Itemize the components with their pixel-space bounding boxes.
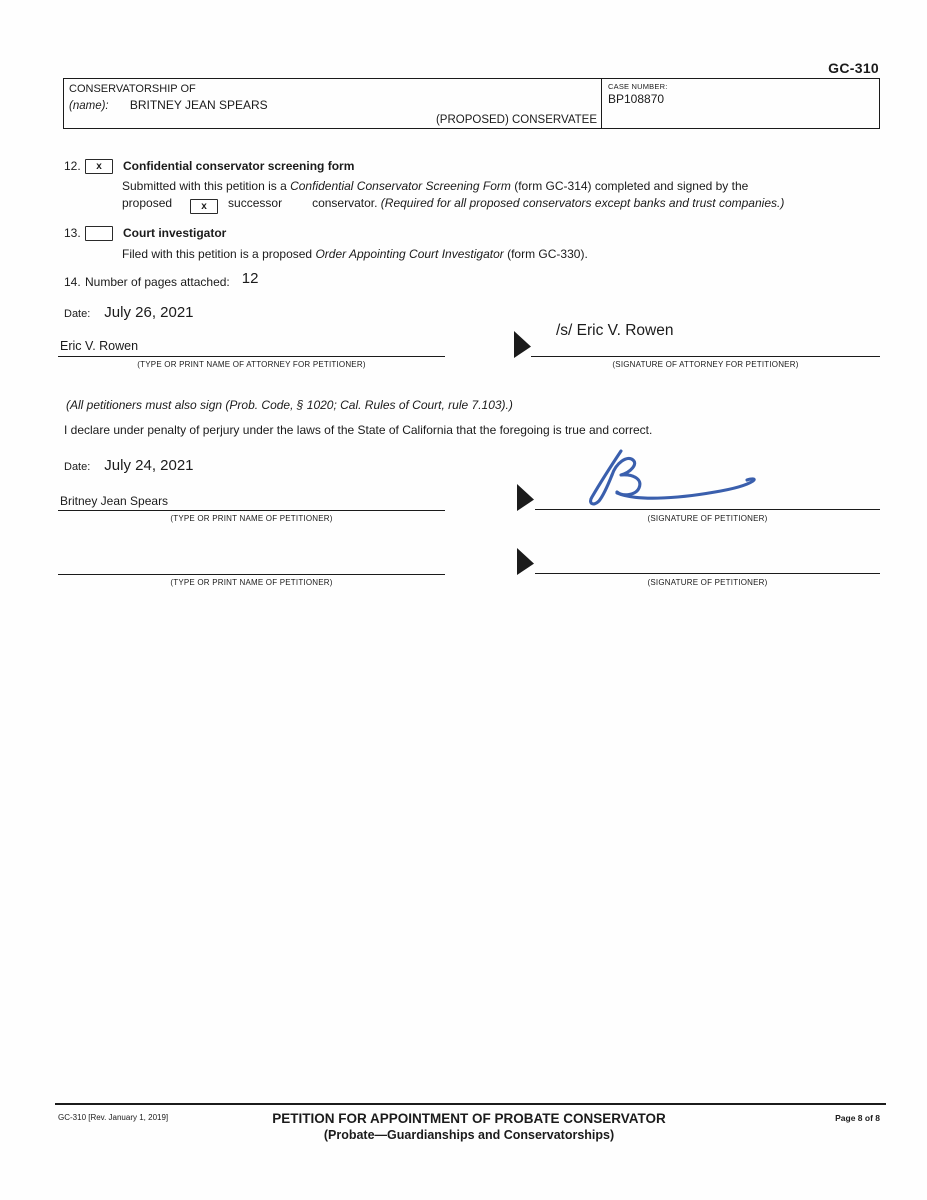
- petitioners-note: (All petitioners must also sign (Prob. Code, § 1020; Cal. Rules of Court, rule 7.103).): [66, 398, 513, 412]
- attorney-signature-line: [531, 356, 880, 357]
- item-12-line1-post: (form GC-314) completed and signed by the: [510, 179, 749, 193]
- item-13-body-post: (form GC-330).: [503, 247, 588, 261]
- footer-form-title: PETITION FOR APPOINTMENT OF PROBATE CONSERVATOR: [272, 1111, 666, 1126]
- item-12-line2-italic: (Required for all proposed conservators except banks and trust companies.): [380, 195, 785, 210]
- item-12-body-line-2: [122, 195, 844, 215]
- petitioner2-signature-caption: (SIGNATURE OF PETITIONER): [647, 578, 768, 587]
- pages-attached-value: 12: [241, 270, 259, 287]
- item-12-checkbox-mark: x: [96, 160, 102, 172]
- item-13-body-pre: Filed with this petition is a proposed: [122, 247, 316, 261]
- item-12-checkbox[interactable]: [85, 159, 113, 174]
- item-12-body: [122, 178, 844, 214]
- petitioner-date-label: Date:: [64, 461, 91, 473]
- name-label: (name):: [69, 100, 109, 112]
- item-13-body: [122, 246, 844, 263]
- conservatee-name-row: [69, 98, 598, 112]
- item-14-row: [64, 270, 259, 290]
- item-12-number: 12.: [64, 159, 81, 173]
- case-number-value: BP108870: [608, 92, 665, 106]
- footer-form-subtitle: (Probate—Guardianships and Conservatorships): [323, 1128, 615, 1142]
- item-12-line2-proposed: proposed: [122, 195, 173, 210]
- item-12-title: Confidential conservator screening form: [123, 159, 355, 173]
- petitioner-date-value: July 24, 2021: [104, 457, 194, 474]
- party-role-label: (PROPOSED) CONSERVATEE: [435, 114, 597, 126]
- signature-arrow-icon: [517, 548, 534, 575]
- attorney-date-label: Date:: [64, 308, 91, 320]
- petitioner-typed-name: Britney Jean Spears: [60, 494, 169, 508]
- attorney-name-line: [58, 356, 445, 357]
- petitioner-signature-caption: (SIGNATURE OF PETITIONER): [647, 514, 768, 523]
- attorney-name-caption: (TYPE OR PRINT NAME OF ATTORNEY FOR PETITIONER): [137, 360, 366, 369]
- footer-center-block: [214, 1111, 724, 1142]
- item-12-line2-successor: successor: [228, 195, 283, 210]
- petitioner-signature-line: [535, 509, 880, 510]
- petitioner-name-caption: (TYPE OR PRINT NAME OF PETITIONER): [170, 514, 333, 523]
- item-12-line1-italic: Confidential Conservator Screening Form: [290, 179, 511, 193]
- successor-checkbox-mark: x: [201, 200, 207, 212]
- petitioner-date-row: [64, 457, 194, 474]
- caption-box: [63, 78, 880, 129]
- item-14-label: Number of pages attached:: [85, 275, 230, 289]
- attorney-date-row: [64, 304, 194, 321]
- attorney-date-value: July 26, 2021: [104, 304, 194, 321]
- item-12-body-line-1: [122, 178, 844, 195]
- attorney-signature-text: /s/ Eric V. Rowen: [556, 322, 674, 339]
- item-12-line2-conservator: conservator.: [312, 195, 381, 210]
- perjury-statement: I declare under penalty of perjury under the laws of the State of California that the foregoing is true and correct.: [64, 423, 653, 437]
- petitioner2-name-caption: (TYPE OR PRINT NAME OF PETITIONER): [170, 578, 333, 587]
- successor-checkbox[interactable]: [190, 199, 218, 214]
- caption-title: CONSERVATORSHIP OF: [69, 83, 196, 95]
- signature-arrow-icon: [517, 484, 534, 511]
- item-12-line1-pre: Submitted with this petition is a: [122, 179, 291, 193]
- attorney-typed-name: Eric V. Rowen: [60, 339, 139, 353]
- footer-divider: [55, 1103, 886, 1105]
- case-number-cell: [601, 79, 879, 128]
- case-number-label: CASE NUMBER:: [608, 82, 668, 91]
- petitioner-name-line: [58, 510, 445, 511]
- item-13-row: [64, 226, 226, 241]
- item-13-title: Court investigator: [123, 226, 227, 240]
- item-12-row: [64, 159, 354, 174]
- petitioner2-name-line: [58, 574, 445, 575]
- attorney-signature-caption: (SIGNATURE OF ATTORNEY FOR PETITIONER): [612, 360, 799, 369]
- item-13-body-italic: Order Appointing Court Investigator: [315, 247, 504, 261]
- form-number-top: GC-310: [828, 60, 879, 76]
- item-13-number: 13.: [64, 226, 81, 240]
- item-13-checkbox[interactable]: [85, 226, 113, 241]
- petitioner2-signature-line: [535, 573, 880, 574]
- item-14-number: 14.: [64, 275, 81, 289]
- footer-page-number: Page 8 of 8: [835, 1113, 880, 1123]
- caption-left-cell: [64, 79, 601, 128]
- conservatee-name-value: BRITNEY JEAN SPEARS: [129, 98, 268, 112]
- footer-revision: GC-310 [Rev. January 1, 2019]: [58, 1113, 169, 1122]
- handwritten-signature: [575, 447, 770, 509]
- signature-arrow-icon: [514, 331, 531, 358]
